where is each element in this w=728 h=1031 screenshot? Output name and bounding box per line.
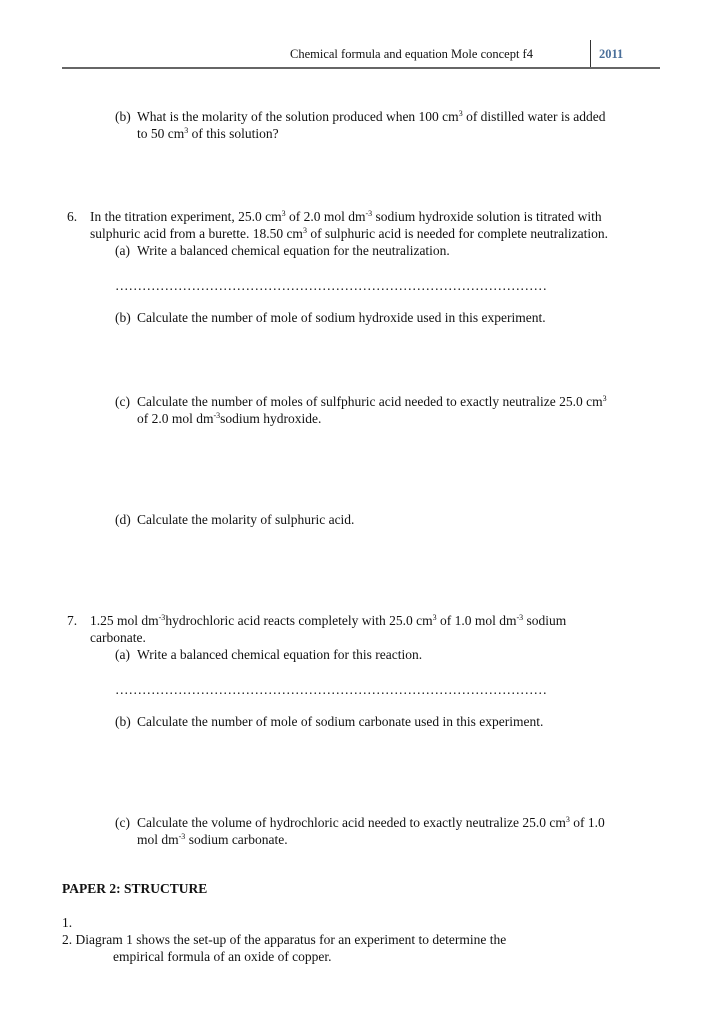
q6c-line1: Calculate the number of moles of sulfphuric acid needed to exactly neutralize 25.0 $cm^3$ (137, 394, 607, 409)
q7a-label: (a) (115, 647, 130, 662)
q6-line1: In the titration experiment, 25.0 $cm^3$ of 2.0 mol $dm^{-3}$ sodium hydroxide solution is titrated with (90, 209, 602, 224)
q6d-text: Calculate the molarity of sulphuric acid. (137, 512, 355, 527)
paper2-item2-line2: empirical formula of an oxide of copper. (113, 949, 332, 964)
paper2-item1: 1. (62, 915, 73, 930)
q6d-label: (d) (115, 512, 131, 527)
q7b-text: Calculate the number of mole of sodium carbonate used in this experiment. (137, 714, 544, 729)
q7-number: 7. (67, 613, 78, 628)
q5b-line2: to 50 $cm^3$ of this solution? (137, 126, 279, 141)
header-year: 2011 (599, 47, 624, 61)
q6a-label: (a) (115, 243, 130, 258)
q7-line1: 1.25 mol $dm^{-3}hydrochloric$ acid reacts completely with 25.0 $cm^3$ of 1.0 mol $dm^{-3}$ sodium (90, 613, 567, 628)
q6c-line2: of 2.0 mol $dm^{-3}sodium$ hydroxide. (137, 411, 322, 426)
q6c-label: (c) (115, 394, 130, 409)
q5b-line1: What is the molarity of the solution produced when 100 $cm^3$ of distilled water is added (137, 109, 606, 124)
q5b-label: (b) (115, 109, 131, 124)
q7a-answer-line: …………………………………………………………………………………… (115, 682, 547, 697)
q6-line2: sulphuric acid from a burette. 18.50 $cm^3$ of sulphuric acid is needed for complete neutralization. (90, 226, 608, 241)
q6b-label: (b) (115, 310, 131, 325)
q7c-line1: Calculate the volume of hydrochloric acid needed to exactly neutralize 25.0 $cm^3$ of 1.0 (137, 815, 605, 830)
q7b-label: (b) (115, 714, 131, 729)
paper2-heading: PAPER 2: STRUCTURE (62, 881, 208, 896)
q7a-text: Write a balanced chemical equation for this reaction. (137, 647, 423, 662)
q6a-text: Write a balanced chemical equation for the neutralization. (137, 243, 450, 258)
q6a-answer-line: …………………………………………………………………………………… (115, 278, 547, 293)
q6b-text: Calculate the number of mole of sodium hydroxide used in this experiment. (137, 310, 546, 325)
paper2-item2-line1: 2. Diagram 1 shows the set-up of the apparatus for an experiment to determine the (62, 932, 507, 947)
header-title: Chemical formula and equation Mole concept f4 (290, 47, 533, 61)
q7c-label: (c) (115, 815, 130, 830)
header-separator (590, 40, 591, 68)
header-rule (62, 67, 660, 69)
q7-line2: carbonate. (90, 630, 146, 645)
q7c-line2: mol $dm^{-3}$ sodium carbonate. (137, 832, 288, 847)
q6-number: 6. (67, 209, 78, 224)
